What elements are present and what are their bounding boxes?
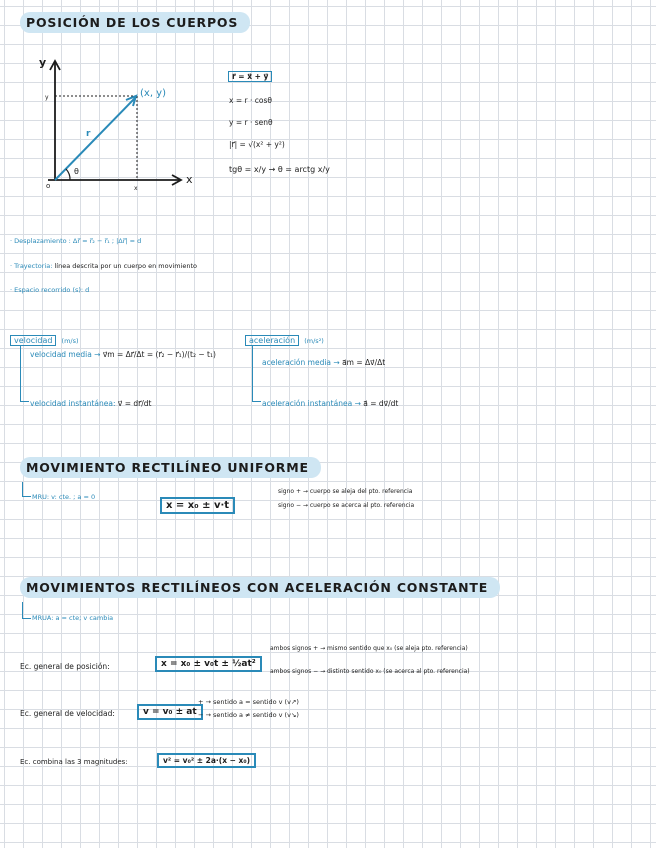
velocity-title: velocidad — [10, 335, 56, 346]
acceleration-unit: (m/s²) — [304, 337, 324, 345]
section-title-position: POSICIÓN DE LOS CUERPOS — [20, 12, 250, 33]
mru-note-negative: signo − → cuerpo se acerca al pto. referencia — [278, 502, 415, 509]
mrua-combined-label: Ec. combina las 3 magnitudes: — [20, 758, 128, 766]
mrua-velocity-formula: v = v₀ ± at — [137, 704, 203, 720]
point-label: (x, y) — [140, 88, 166, 99]
mrua-velocity-label: Ec. general de velocidad: — [20, 709, 115, 718]
y-axis-label: y — [39, 56, 47, 69]
mru-note-positive: signo + → cuerpo se aleja del pto. referencia — [278, 488, 413, 495]
mrua-position-label: Ec. general de posición: — [20, 662, 110, 671]
position-diagram — [30, 52, 205, 197]
mru-subtitle: MRU: v: cte. ; a = 0 — [32, 493, 96, 501]
section-title-mrua: MOVIMIENTOS RECTILÍNEOS CON ACELERACIÓN CONSTANTE — [20, 577, 500, 598]
formula-tangent: tgθ = x/y → θ = arctg x/y — [229, 165, 330, 174]
acceleration-bracket — [252, 345, 261, 402]
acceleration-mean: aceleración media → a⃗m = Δv⃗/Δt — [262, 358, 386, 367]
mrua-velocity-note-negative: − → sentido a ≠ sentido v (v↘) — [198, 711, 299, 719]
origin-label: o — [46, 182, 51, 190]
formula-r-vector: r⃗ = x⃗ + y⃗ — [228, 71, 272, 82]
formula-x: x = r · cosθ — [229, 96, 272, 105]
velocity-instant: velocidad instantánea: v⃗ = dr⃗/dt — [30, 399, 152, 408]
mrua-position-note-negative: ambos signos − → distinto sentido x₀ (se acerca al pto. referencia) — [270, 668, 470, 675]
acceleration-instant: aceleración instantánea → a⃗ = dv⃗/dt — [262, 399, 399, 408]
x-axis-label: x — [186, 173, 193, 186]
angle-label: θ — [74, 167, 79, 176]
mrua-combined-formula: v² = v₀² ± 2a·(x − x₀) — [157, 753, 256, 768]
def-trajectory: · Trayectoria: línea descrita por un cuerpo en movimiento — [10, 262, 198, 270]
mrua-bracket — [22, 602, 31, 619]
velocity-bracket — [20, 345, 29, 402]
def-displacement: · Desplazamiento : Δr⃗ = r⃗₂ − r⃗₁ ; |Δr⃗| = d — [10, 237, 142, 245]
mru-bracket — [22, 482, 31, 497]
x-tick-label: x — [134, 185, 138, 192]
velocity-mean: velocidad media → v⃗m = Δr⃗/Δt = (r⃗₂ − r⃗₁)/(t₂ − t₁) — [30, 350, 216, 359]
mru-formula: x = x₀ ± v·t — [160, 497, 235, 514]
section-title-mru: MOVIMIENTO RECTILÍNEO UNIFORME — [20, 457, 321, 478]
velocity-unit: (m/s) — [61, 337, 79, 345]
def-distance: · Espacio recorrido (s): d — [10, 286, 90, 294]
mrua-subtitle: MRUA: a = cte; v cambia — [32, 614, 114, 622]
vector-r-label: r — [86, 129, 91, 139]
mrua-velocity-note-positive: + → sentido a = sentido v (v↗) — [198, 698, 299, 706]
vector-r — [55, 98, 135, 180]
formula-modulus: |r⃗| = √(x² + y²) — [229, 140, 285, 149]
y-tick-label: y — [45, 94, 49, 101]
mrua-position-formula: x = x₀ ± v₀t ± ½at² — [155, 656, 262, 672]
angle-arc — [66, 169, 70, 180]
formula-y: y = r · senθ — [229, 118, 273, 127]
mrua-position-note-positive: ambos signos + → mismo sentido que x₀ (se aleja pto. referencia) — [270, 645, 468, 652]
acceleration-title: aceleración — [245, 335, 299, 346]
